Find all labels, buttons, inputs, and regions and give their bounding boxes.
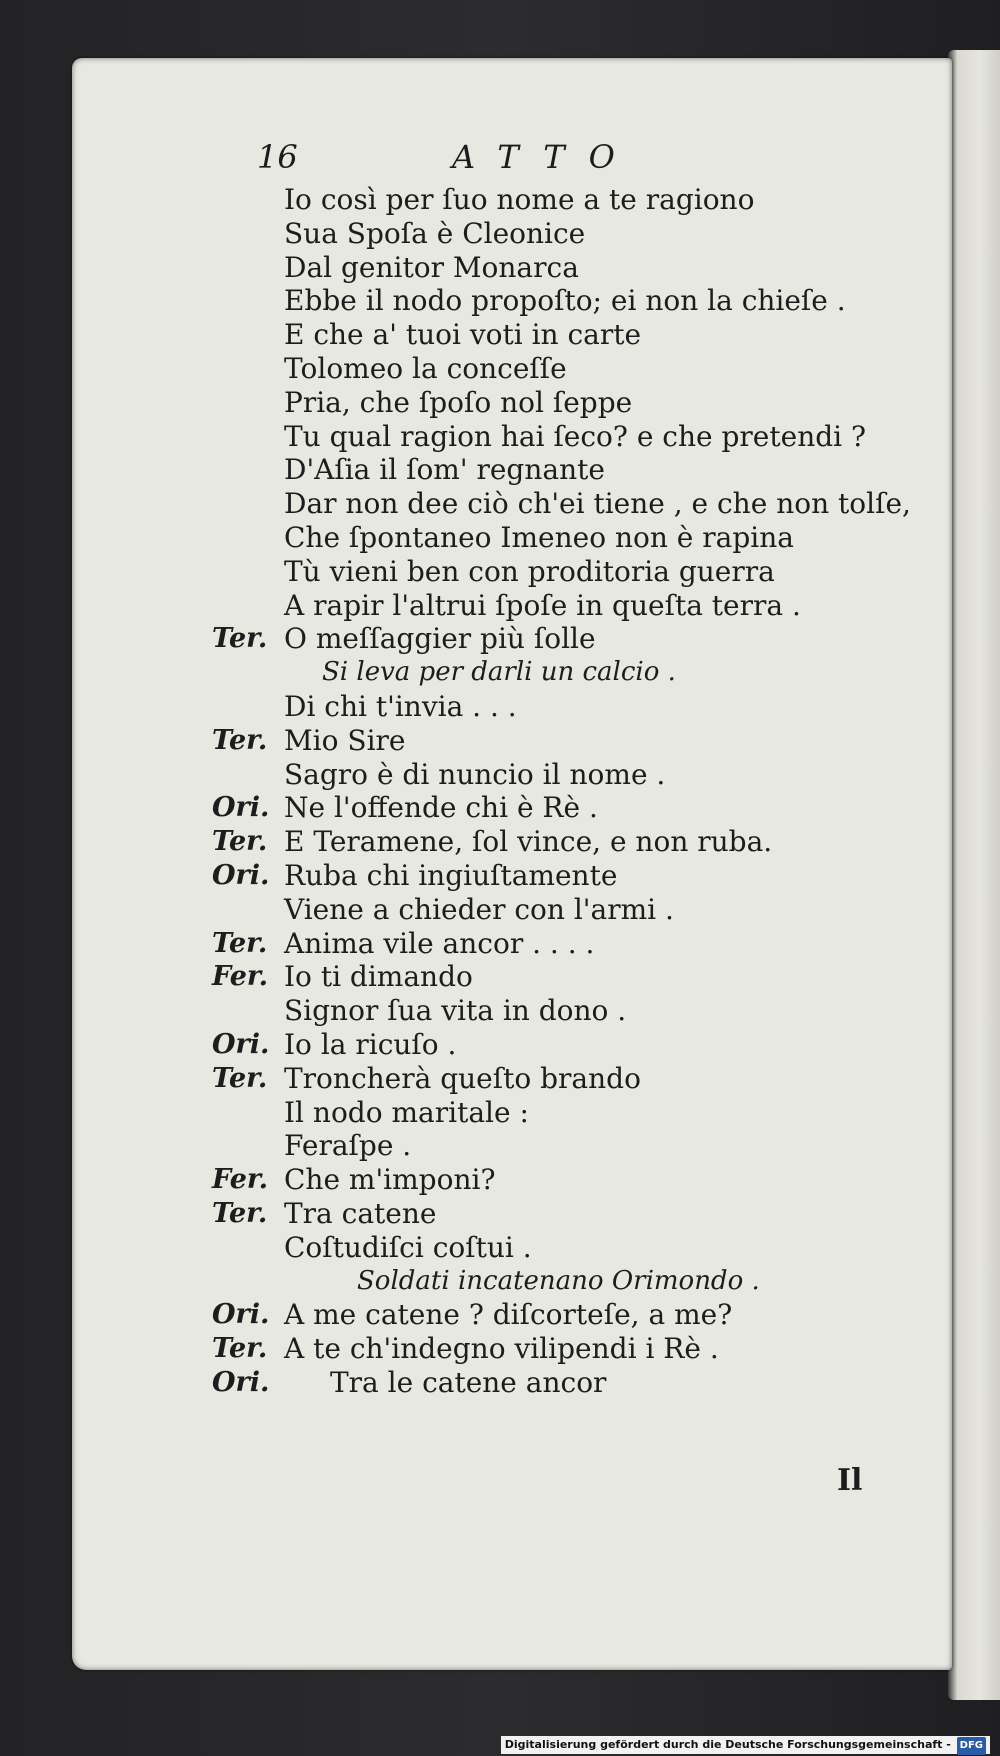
speaker-label: Fer. [212, 1164, 269, 1196]
text-line [212, 217, 932, 251]
verse-line: E Teramene, ſol vince, e non ruba. [284, 825, 773, 859]
text-line [212, 893, 932, 927]
verse-line: Di chi t'invia . . . [284, 689, 517, 723]
verse-line: Dar non dee ciò ch'ei tiene , e che non tolſe, [284, 487, 911, 521]
text-line [212, 352, 932, 386]
text-line [212, 1366, 932, 1400]
verse-line: Viene a chieder con l'armi . [284, 892, 674, 926]
text-line [212, 1096, 932, 1130]
page-header [257, 138, 817, 184]
text-line [212, 1028, 932, 1062]
speaker-label: Ori. [212, 1028, 270, 1060]
text-line [212, 622, 932, 656]
speaker-label: Ter. [212, 623, 268, 655]
verse-line: Io ti dimando [284, 960, 473, 994]
verse-line: Il nodo maritale : [284, 1095, 529, 1129]
text-line [212, 555, 932, 589]
text-line [212, 690, 932, 724]
text-line [212, 1332, 932, 1366]
text-line [212, 1129, 932, 1163]
text-line [212, 960, 932, 994]
text-line [212, 183, 932, 217]
speaker-label: Ter. [212, 1333, 268, 1365]
text-line [212, 1231, 932, 1265]
verse-line: Ruba chi ingiuſtamente [284, 858, 618, 892]
verse-line: Troncherà queſto brando [284, 1061, 641, 1095]
credit-text: Digitalisierung gefördert durch die Deutsche Forschungsgemeinschaft - [504, 1738, 951, 1751]
verse-line: Sagro è di nuncio il nome . [284, 757, 666, 791]
speaker-label: Ori. [212, 792, 270, 824]
verse-line: Tù vieni ben con proditoria guerra [284, 554, 775, 588]
verse-line: Pria, che ſpoſo nol ſeppe [284, 385, 633, 419]
stage-direction: Si leva per darli un calcio . [322, 657, 676, 688]
speaker-label: Ori. [212, 1366, 270, 1398]
text-line [212, 589, 932, 623]
text-line [212, 318, 932, 352]
speaker-label: Fer. [212, 961, 269, 993]
adjacent-page-edge [948, 50, 1000, 1700]
verse-line: E che a' tuoi voti in carte [284, 318, 642, 352]
digitization-credit [501, 1736, 990, 1754]
text-line [212, 791, 932, 825]
text-line [212, 386, 932, 420]
verse-line: Che m'imponi? [284, 1163, 496, 1197]
text-line [212, 758, 932, 792]
verse-line: Che ſpontaneo Imeneo non è rapina [284, 520, 794, 554]
text-line [212, 453, 932, 487]
speaker-label: Ter. [212, 826, 268, 858]
text-line [212, 284, 932, 318]
verse-line: A te ch'indegno vilipendi i Rè . [284, 1332, 719, 1366]
text-line [212, 1265, 932, 1299]
text-line [212, 994, 932, 1028]
text-line [212, 927, 932, 961]
verse-line: D'Aſia il ſom' regnante [284, 453, 605, 487]
verse-line: A me catene ? diſcorteſe, a me? [284, 1298, 733, 1332]
text-line [212, 1298, 932, 1332]
verse-line: Ebbe il nodo propoſto; ei non la chieſe . [284, 284, 846, 318]
speaker-label: Ter. [212, 724, 268, 756]
text-line [212, 251, 932, 285]
text-line [212, 420, 932, 454]
text-line [212, 1163, 932, 1197]
verse-line: Tra catene [284, 1196, 437, 1230]
verse-line: Tolomeo la conceſſe [284, 351, 567, 385]
verse-text [212, 183, 932, 1400]
speaker-label: Ter. [212, 927, 268, 959]
verse-line: Tu qual ragion hai ſeco? e che pretendi ? [284, 419, 867, 453]
verse-line: Dal genitor Monarca [284, 250, 579, 284]
speaker-label: Ter. [212, 1062, 268, 1094]
verse-line: Feraſpe . [284, 1129, 412, 1163]
book-page [72, 58, 952, 1670]
verse-line: Mio Sire [284, 723, 406, 757]
verse-line: Signor ſua vita in dono . [284, 994, 627, 1028]
dfg-logo: DFG [957, 1737, 986, 1755]
text-line [212, 656, 932, 690]
verse-line: Ne l'offende chi è Rè . [284, 791, 598, 825]
verse-line: Tra le catene ancor [330, 1365, 607, 1399]
verse-line: Io la ricuſo . [284, 1027, 457, 1061]
text-line [212, 521, 932, 555]
stage-direction: Soldati incatenano Orimondo . [357, 1265, 760, 1296]
speaker-label: Ori. [212, 859, 270, 891]
text-line [212, 859, 932, 893]
verse-line: Coſtudiſci coſtui . [284, 1230, 532, 1264]
catchword: Il [837, 1463, 863, 1498]
page-number: 16 [257, 138, 298, 176]
text-line [212, 825, 932, 859]
verse-line: Io così per ſuo nome a te ragiono [284, 183, 755, 216]
verse-line: Anima vile ancor . . . . [284, 926, 595, 960]
speaker-label: Ter. [212, 1197, 268, 1229]
running-title: ATTO [452, 138, 639, 176]
speaker-label: Ori. [212, 1299, 270, 1331]
text-line [212, 487, 932, 521]
verse-line: O meſſaggier più ſolle [284, 622, 596, 656]
verse-line: Sua Spoſa è Cleonice [284, 216, 586, 250]
verse-line: A rapir l'altrui ſpoſe in queſta terra . [284, 588, 801, 622]
text-line [212, 1062, 932, 1096]
text-line [212, 724, 932, 758]
text-line [212, 1197, 932, 1231]
